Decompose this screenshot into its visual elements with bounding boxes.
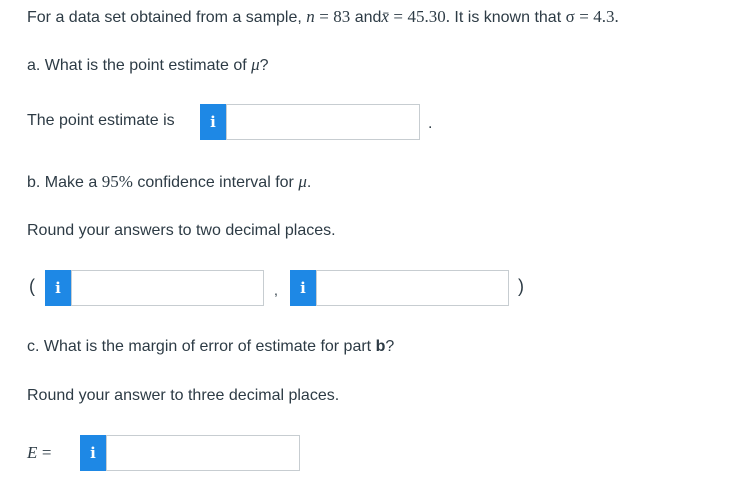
trailing-period: .	[428, 115, 433, 132]
question-mark: ?	[259, 57, 269, 74]
xbar-symbol: x̄	[381, 7, 389, 26]
confidence-percent: 95%	[101, 172, 133, 191]
mu-symbol: μ	[298, 172, 307, 191]
margin-of-error-input[interactable]	[106, 435, 300, 471]
and-word: and	[354, 9, 382, 26]
sigma-value: 4.3.	[593, 7, 619, 26]
part-ref: b	[375, 338, 386, 355]
part-a-question	[27, 55, 269, 76]
xbar-value: 45.30.	[407, 7, 450, 26]
info-icon[interactable]: i	[45, 270, 71, 306]
n-symbol: n	[306, 7, 315, 26]
open-paren: (	[29, 276, 35, 296]
question-mark: ?	[385, 338, 395, 355]
e-symbol: E	[27, 443, 38, 462]
known-text: It is known that	[454, 9, 562, 26]
comma: ,	[274, 282, 278, 298]
problem-statement	[27, 7, 619, 28]
part-b-question	[27, 172, 311, 193]
equals-sign: =	[41, 443, 52, 462]
close-paren: )	[518, 276, 524, 296]
part-b-round-note: Round your answers to two decimal places.	[27, 222, 336, 239]
part-c-prefix: c. What is the margin of error of estimate for part	[27, 338, 372, 355]
info-icon[interactable]: i	[200, 104, 226, 140]
part-c-round-note: Round your answer to three decimal places.	[27, 387, 340, 404]
equals-sign: =	[319, 7, 329, 26]
part-c-question	[27, 337, 394, 357]
interval-lower-input[interactable]	[71, 270, 264, 306]
part-b-mid: confidence interval for	[137, 174, 294, 191]
info-icon[interactable]: i	[80, 435, 106, 471]
period: .	[306, 174, 312, 191]
equals-sign: =	[393, 7, 404, 26]
margin-of-error-label	[27, 443, 51, 463]
info-icon[interactable]: i	[290, 270, 316, 306]
point-estimate-label: The point estimate is	[27, 112, 175, 129]
sigma-symbol: σ	[565, 7, 575, 26]
n-value: 83	[333, 7, 351, 26]
interval-upper-input[interactable]	[316, 270, 509, 306]
equals-sign: =	[579, 7, 589, 26]
statement-lead: For a data set obtained from a sample,	[27, 9, 302, 26]
mu-symbol: μ	[251, 55, 260, 74]
part-b-prefix: b. Make a	[27, 174, 98, 191]
point-estimate-input[interactable]	[226, 104, 420, 140]
part-a-prefix: a. What is the point estimate of	[27, 57, 247, 74]
